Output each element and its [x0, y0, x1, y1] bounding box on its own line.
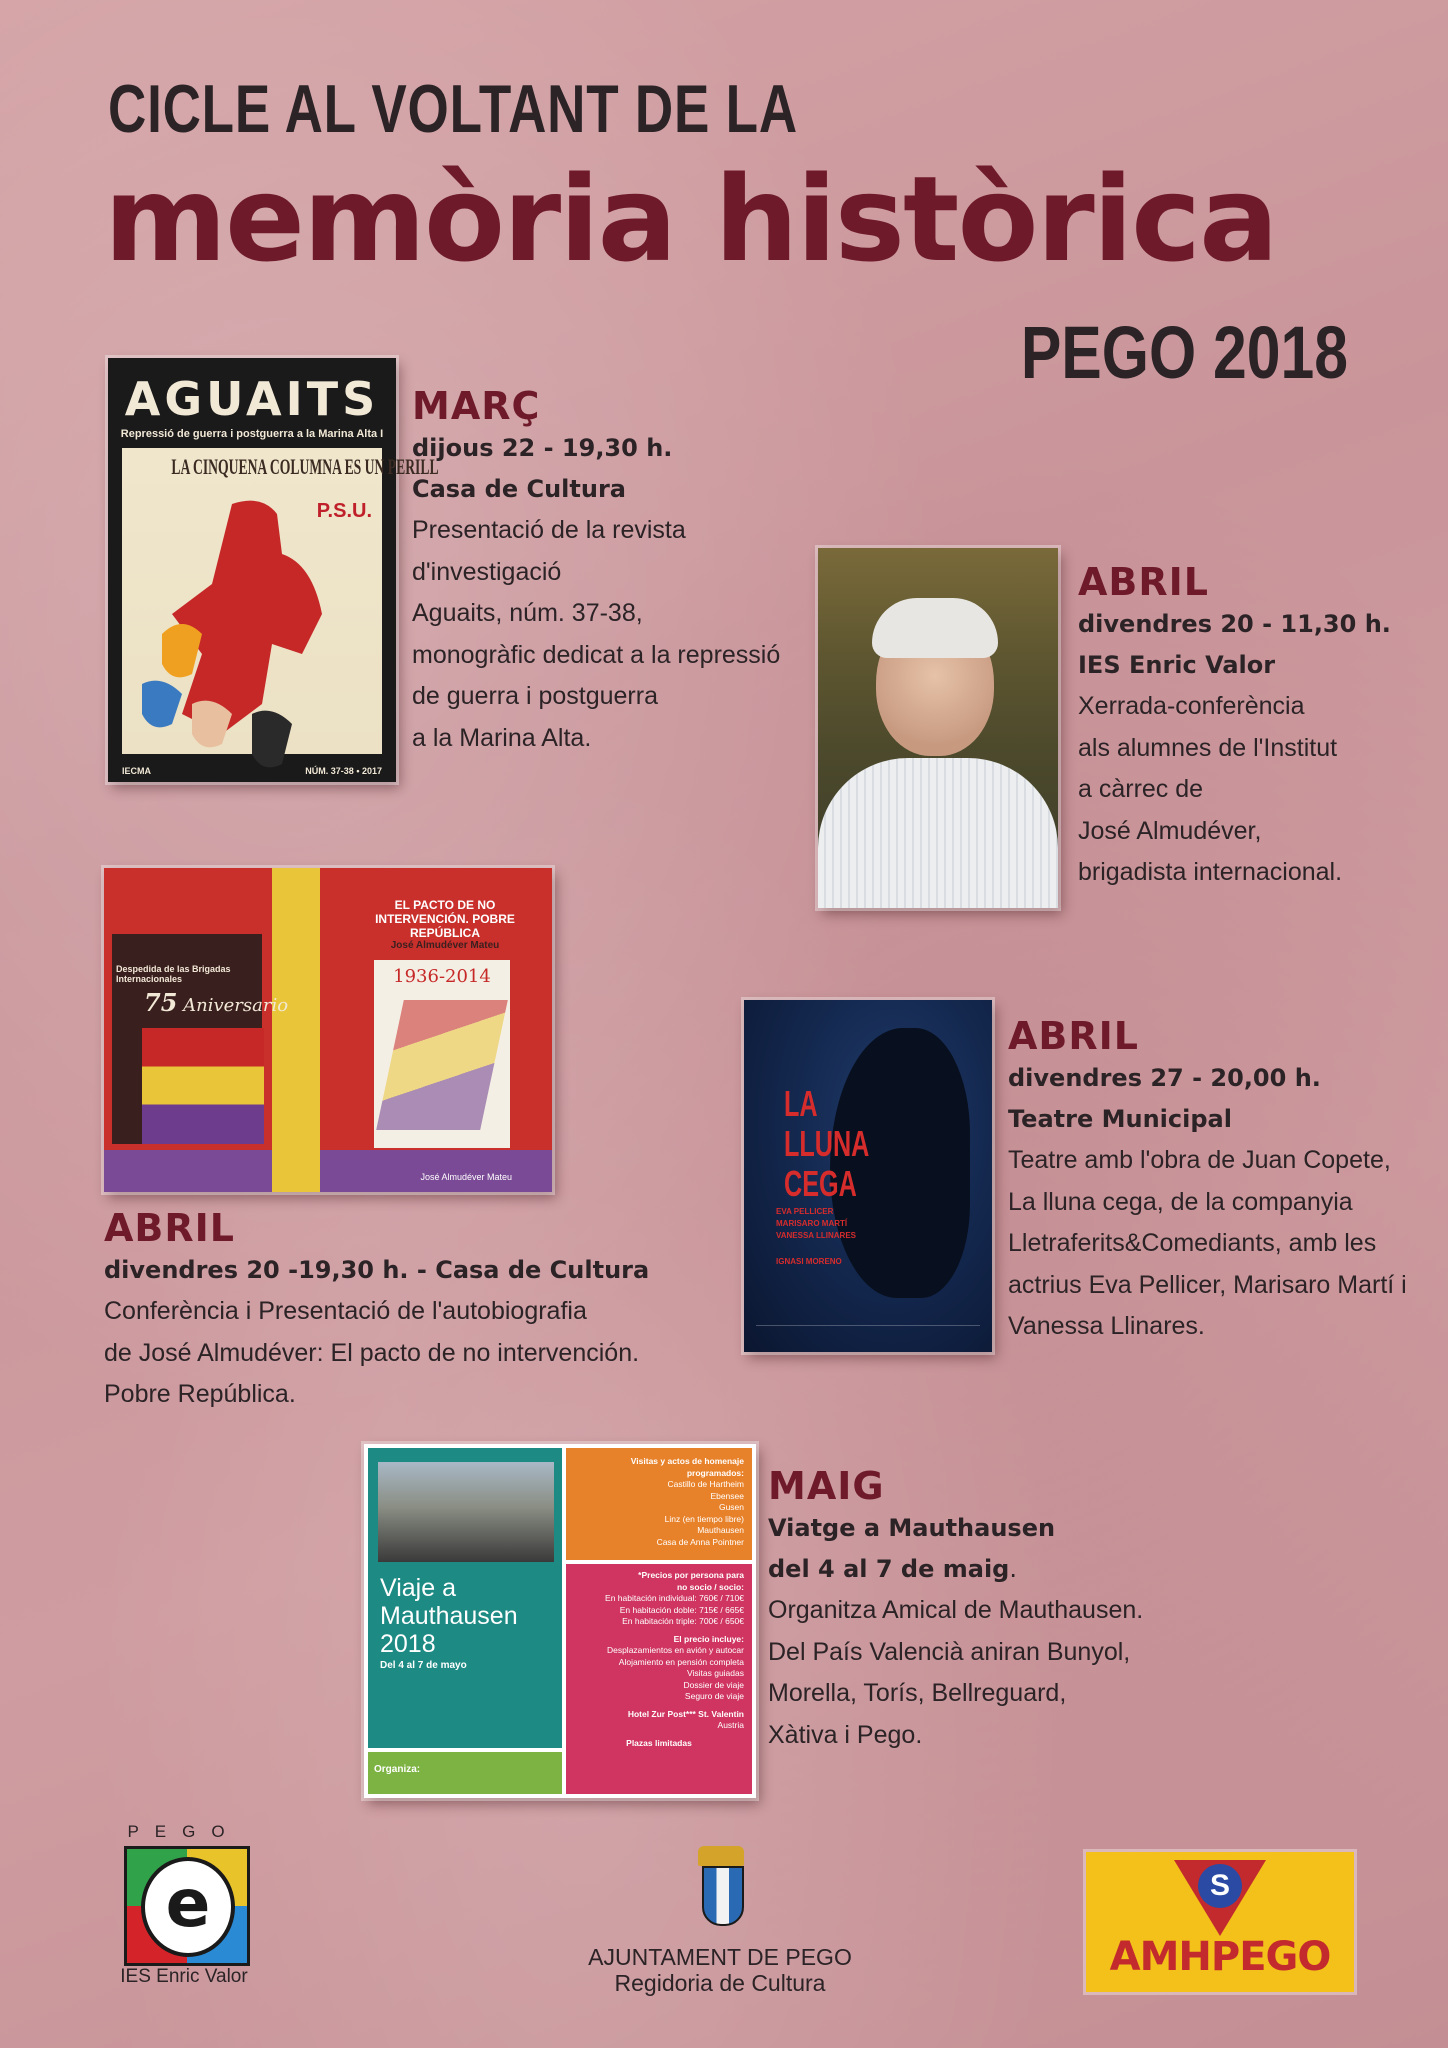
aguaits-issue: NÚM. 37-38 • 2017	[305, 766, 382, 776]
ajuntament-name: AJUNTAMENT DE PEGO	[588, 1944, 852, 1970]
aguaits-cover-image	[108, 358, 439, 782]
event-time: dijous 22 - 19,30 h.	[412, 434, 673, 462]
amh-text: AMHPEGO	[1109, 1934, 1331, 1980]
event-description: Organitza Amical de Mauthausen. Del País Valencià aniran Bunyol, Morella, Torís, Bellreguard, Xàtiva i Pego.	[768, 1596, 1144, 1749]
ies-logo-caption: IES Enric Valor	[120, 1966, 248, 1987]
mauthausen-poster	[364, 1444, 756, 1798]
book-author: José Almudéver Mateu	[420, 1172, 512, 1182]
book-back-cover: Despedida de las Brigadas Internacionales	[112, 934, 262, 1144]
lluna-cega-poster	[744, 1000, 992, 1352]
soldier-illustration-icon	[122, 484, 382, 784]
letter-e-icon: e	[141, 1857, 235, 1957]
book-title: EL PACTO DE NO INTERVENCIÓN. POBRE REPÚBLICA	[375, 898, 515, 940]
event-month: MAIG	[768, 1464, 885, 1508]
event-description: Conferència i Presentació de l'autobiografia de José Almudéver: El pacto de no intervención. Pobre República.	[104, 1297, 640, 1408]
book-anniversary: 75 Aniversario	[144, 988, 289, 1017]
amh-letter: S	[1198, 1864, 1242, 1908]
ies-enric-valor-logo	[116, 1822, 252, 1988]
event-april-2	[104, 1206, 649, 1416]
event-month: MARÇ	[412, 384, 541, 428]
header-place-year: PEGO 2018	[1020, 311, 1348, 394]
aguaits-publisher: IECMA	[122, 766, 151, 776]
event-time: divendres 20 -19,30 h. - Casa de Cultura	[104, 1256, 650, 1284]
event-title: Viatge a Mauthausen	[768, 1514, 1056, 1542]
event-month: ABRIL	[1008, 1014, 1139, 1058]
poster-visits: Visitas y actos de homenaje programados: Castillo de Hartheim Ebensee Gusen Linz (en tiempo libre) Mauthausen Casa de Anna Pointner	[630, 1456, 744, 1547]
event-description: Teatre amb l'obra de Juan Copete, La lluna cega, de la companyia Lletraferits&Comediants, amb les actrius Eva Pellicer, Marisaro Martí i Vanessa Llinares.	[1008, 1146, 1407, 1340]
event-march	[412, 384, 780, 759]
republic-flag-icon	[142, 1028, 264, 1144]
event-time: divendres 20 - 11,30 h.	[1078, 610, 1391, 638]
event-description: Xerrada-conferència als alumnes de l'Institut a càrrec de José Almudéver, brigadista internacional.	[1078, 692, 1343, 886]
poster-organiza: Organiza:	[374, 1764, 421, 1775]
book-cover-art: 1936-2014	[374, 960, 510, 1148]
aguaits-artwork	[122, 448, 439, 754]
aguaits-slogan: LA CINQUENA COLUMNA ES UN PERILL	[171, 454, 439, 479]
amhpego-logo	[1086, 1852, 1354, 1992]
event-dates: del 4 al 7 de maig.	[768, 1555, 1017, 1583]
event-april-3	[1008, 1014, 1407, 1348]
ajuntament-pego-logo	[580, 1846, 860, 1994]
event-time: divendres 27 - 20,00 h.	[1008, 1064, 1321, 1092]
almudever-photo	[818, 548, 1058, 908]
poster-cast: EVA PELLICER MARISARO MARTÍ VANESSA LLINARES IGNASI MORENO	[776, 1207, 857, 1266]
event-month: ABRIL	[104, 1206, 235, 1250]
event-place: Casa de Cultura	[412, 475, 626, 503]
event-may	[768, 1464, 1143, 1756]
aguaits-title: AGUAITS	[124, 372, 380, 426]
aguaits-party: P.S.U.	[316, 500, 372, 522]
event-month: ABRIL	[1078, 560, 1209, 604]
poster-prices: *Precios por persona para no socio / socio: En habitación individual: 760€ / 710€ En habitación doble: 715€ / 665€ En habitación triple: 700€ / 650€ El precio incluye: Desplazamientos en avión y autocar Alojamiento en pensión completa Visitas guiadas Dossier de viaje Seguro de viaje Hotel Zur Post*** St. Valentin Austria Plazas limitadas	[605, 1570, 744, 1748]
event-place: IES Enric Valor	[1078, 651, 1276, 679]
event-april-1	[1078, 560, 1391, 894]
aguaits-subtitle: Repressió de guerra i postguerra a la Marina Alta I	[120, 428, 384, 440]
pacto-book-image	[104, 868, 552, 1192]
event-place: Teatre Municipal	[1008, 1105, 1232, 1133]
ajuntament-department: Regidoria de Cultura	[614, 1970, 826, 1996]
aguaits-footer	[122, 766, 382, 776]
poster-title: LA LLUNA CEGA	[784, 1083, 870, 1204]
memorial-photo	[378, 1462, 554, 1562]
event-description: Presentació de la revista d'investigació Aguaits, núm. 37-38, monogràfic dedicat a la repressió de guerra i postguerra a la Marina Alta.	[412, 516, 781, 752]
poster-title: Viaje a Mauthausen 2018	[380, 1574, 518, 1658]
coat-of-arms-icon	[696, 1846, 746, 1928]
header-subtitle: CICLE AL VOLTANT DE LA	[108, 71, 798, 147]
ies-logo-word: PEGO	[127, 1822, 241, 1841]
poster-dates: Del 4 al 7 de mayo	[380, 1660, 467, 1671]
header-title: memòria històrica	[104, 150, 1277, 288]
poster-sponsors	[756, 1325, 980, 1344]
book-author-top: José Almudéver Mateu	[390, 940, 500, 951]
